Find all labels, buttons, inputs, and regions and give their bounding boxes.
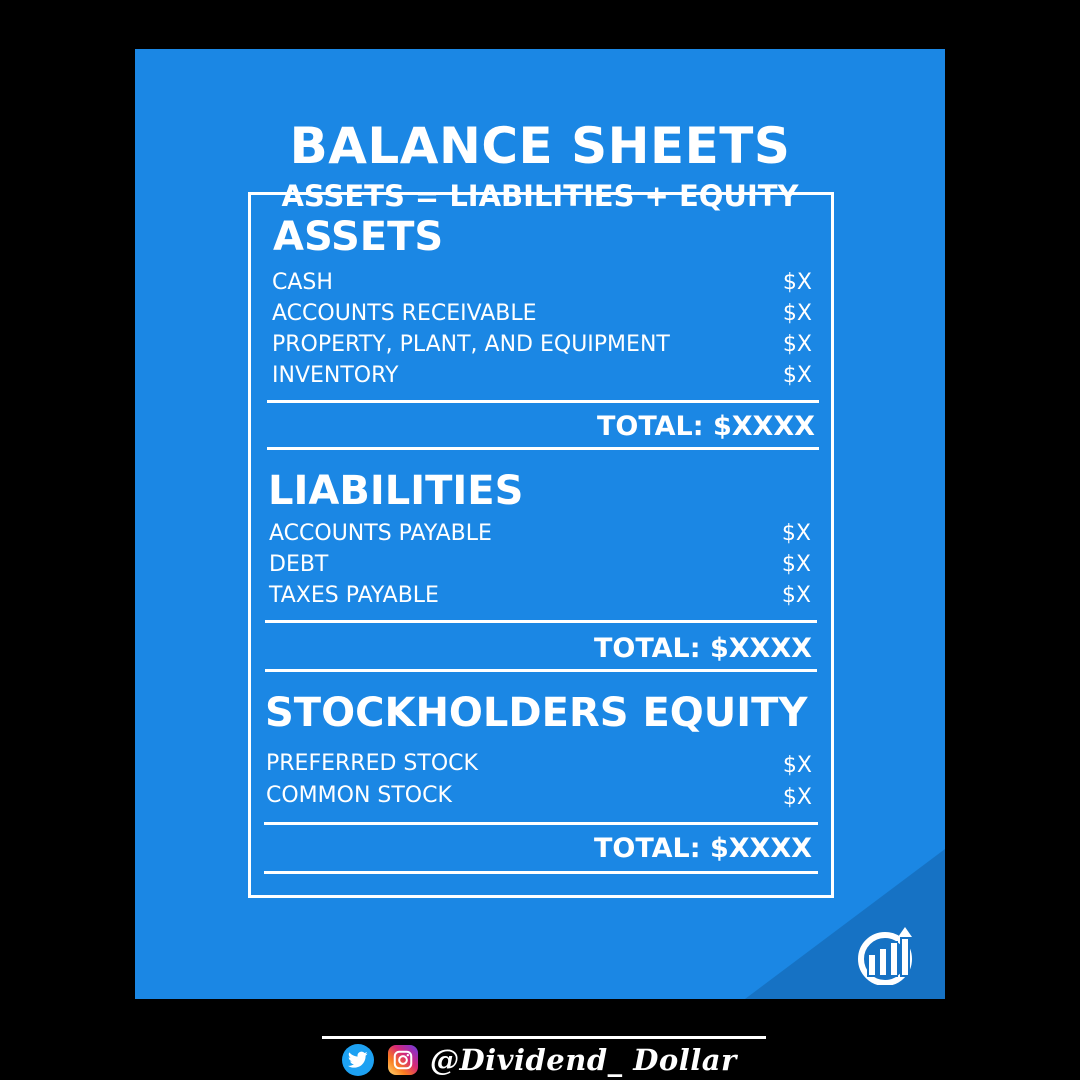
- divider: [267, 447, 819, 450]
- footer-divider: [322, 1036, 766, 1039]
- line-item-label: DEBT: [269, 552, 329, 577]
- twitter-icon[interactable]: [342, 1044, 374, 1076]
- line-item-label: COMMON STOCK: [266, 783, 452, 808]
- section-total-liabilities: TOTAL: $XXXX: [593, 633, 812, 664]
- page-title: BALANCE SHEETS: [289, 117, 791, 175]
- line-item-amount: $X: [782, 270, 812, 295]
- line-item-amount: $X: [782, 785, 812, 810]
- section-heading-assets: ASSETS: [273, 214, 444, 260]
- line-item-amount: $X: [782, 332, 812, 357]
- divider: [264, 822, 818, 825]
- divider: [264, 871, 818, 874]
- section-total-assets: TOTAL: $XXXX: [596, 411, 815, 442]
- social-footer: [342, 1043, 737, 1077]
- line-item-amount: $X: [782, 363, 812, 388]
- line-item-label: PREFERRED STOCK: [266, 751, 478, 776]
- instagram-icon[interactable]: [388, 1045, 418, 1075]
- growth-bars-logo-icon: [843, 921, 933, 985]
- line-item-label: INVENTORY: [272, 363, 399, 388]
- divider: [265, 620, 817, 623]
- line-item-amount: $X: [781, 583, 811, 608]
- line-item-amount: $X: [782, 753, 812, 778]
- section-total-equity: TOTAL: $XXXX: [593, 833, 812, 864]
- divider: [267, 400, 819, 403]
- line-item-label: ACCOUNTS RECEIVABLE: [272, 301, 537, 326]
- social-handle[interactable]: @Dividend_ Dollar: [430, 1042, 737, 1077]
- line-item-label: TAXES PAYABLE: [269, 583, 439, 608]
- line-item-label: CASH: [272, 270, 333, 295]
- page-subtitle: ASSETS = LIABILITIES + EQUITY: [281, 179, 799, 213]
- line-item-amount: $X: [782, 301, 812, 326]
- section-heading-equity: STOCKHOLDERS EQUITY: [265, 690, 808, 736]
- line-item-label: ACCOUNTS PAYABLE: [269, 521, 492, 546]
- divider: [265, 669, 817, 672]
- balance-sheet-card: [135, 49, 945, 999]
- section-heading-liabilities: LIABILITIES: [268, 468, 524, 514]
- line-item-amount: $X: [781, 552, 811, 577]
- line-item-amount: $X: [781, 521, 811, 546]
- line-item-label: PROPERTY, PLANT, AND EQUIPMENT: [272, 332, 670, 357]
